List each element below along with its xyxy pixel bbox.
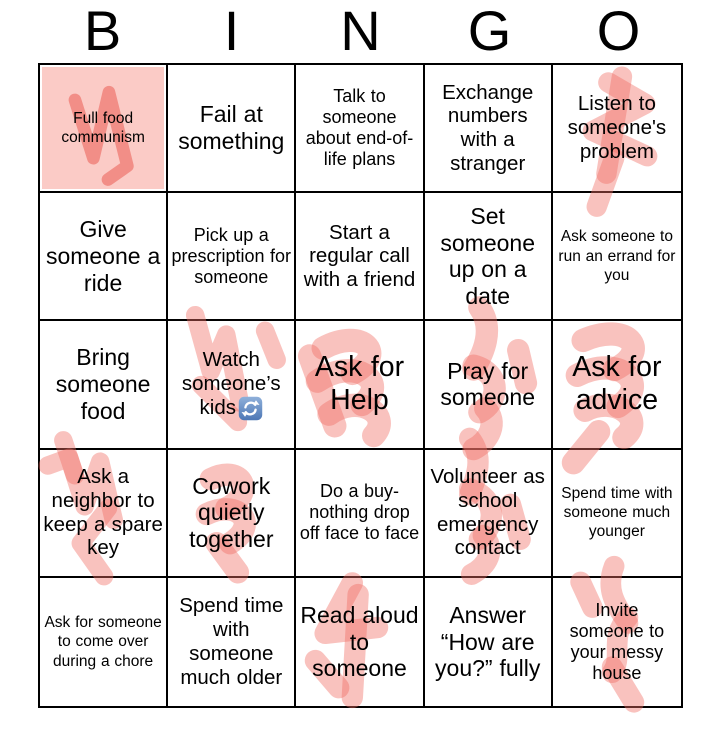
cell-label: Spend time with someone much younger: [561, 484, 673, 541]
cell-label: Ask for Help: [314, 351, 405, 417]
bingo-cell[interactable]: [40, 450, 168, 578]
bingo-cell[interactable]: [296, 321, 424, 449]
cell-label: Full food communism: [61, 109, 145, 147]
cell-label: Answer “How are you?” fully: [435, 601, 541, 682]
bingo-cell[interactable]: [553, 65, 681, 193]
cell-label: Exchange numbers with a stranger: [442, 80, 534, 175]
cell-label: Invite someone to your messy house: [569, 600, 665, 683]
bingo-cell[interactable]: [40, 193, 168, 321]
bingo-cell[interactable]: [553, 578, 681, 706]
bingo-cell[interactable]: [553, 450, 681, 578]
bingo-letter: G: [467, 0, 512, 62]
cell-label: Set someone up on a date: [440, 202, 535, 309]
bingo-cell[interactable]: [40, 65, 168, 193]
bingo-cell[interactable]: [553, 321, 681, 449]
cell-label: Talk to someone about end-of-life plans: [305, 86, 414, 169]
cell-label: Give someone a ride: [45, 216, 161, 296]
bingo-cell[interactable]: [296, 193, 424, 321]
refresh-icon: [238, 396, 263, 421]
bingo-grid: [38, 63, 683, 708]
cell-label: Pray for someone: [440, 357, 535, 411]
cell-label: Start a regular call with a friend: [303, 220, 416, 292]
bingo-cell[interactable]: [168, 65, 296, 193]
cell-label: Fail at something: [178, 101, 285, 155]
bingo-cell[interactable]: [296, 65, 424, 193]
cell-label: Watch someone’s kids: [181, 348, 281, 419]
cell-label: Pick up a prescription for someone: [171, 224, 292, 287]
bingo-cell[interactable]: [425, 578, 553, 706]
cell-label: Volunteer as school emergency contact: [430, 465, 545, 560]
bingo-cell[interactable]: [168, 578, 296, 706]
cell-label: Spend time with someone much older: [179, 594, 284, 689]
bingo-cell[interactable]: [425, 193, 553, 321]
cell-label: Do a buy-nothing drop off face to face: [299, 481, 420, 544]
cell-label: Read aloud to someone: [300, 601, 419, 682]
bingo-cell[interactable]: [425, 321, 553, 449]
bingo-cell[interactable]: [168, 321, 296, 449]
cell-label: Listen to someone's problem: [567, 92, 667, 163]
cell-label: Cowork quietly together: [189, 472, 274, 553]
cell-label: Ask a neighbor to keep a spare key: [43, 465, 163, 560]
bingo-letter: I: [223, 0, 240, 62]
bingo-letter: N: [340, 0, 381, 62]
bingo-cell[interactable]: [425, 65, 553, 193]
cell-label: Bring someone food: [55, 344, 151, 424]
bingo-cell[interactable]: [296, 578, 424, 706]
cell-label: Ask for advice: [572, 351, 662, 417]
bingo-title: [38, 2, 683, 60]
bingo-cell[interactable]: [296, 450, 424, 578]
bingo-cell[interactable]: [425, 450, 553, 578]
bingo-letter: B: [83, 0, 122, 62]
bingo-letter: O: [596, 0, 641, 62]
bingo-cell[interactable]: [553, 193, 681, 321]
bingo-cell[interactable]: [168, 193, 296, 321]
cell-label: Ask for someone to come over during a chore: [44, 613, 162, 670]
bingo-cell[interactable]: [40, 578, 168, 706]
bingo-cell[interactable]: [40, 321, 168, 449]
bingo-cell[interactable]: [168, 450, 296, 578]
cell-label: Ask someone to run an errand for you: [558, 228, 676, 284]
